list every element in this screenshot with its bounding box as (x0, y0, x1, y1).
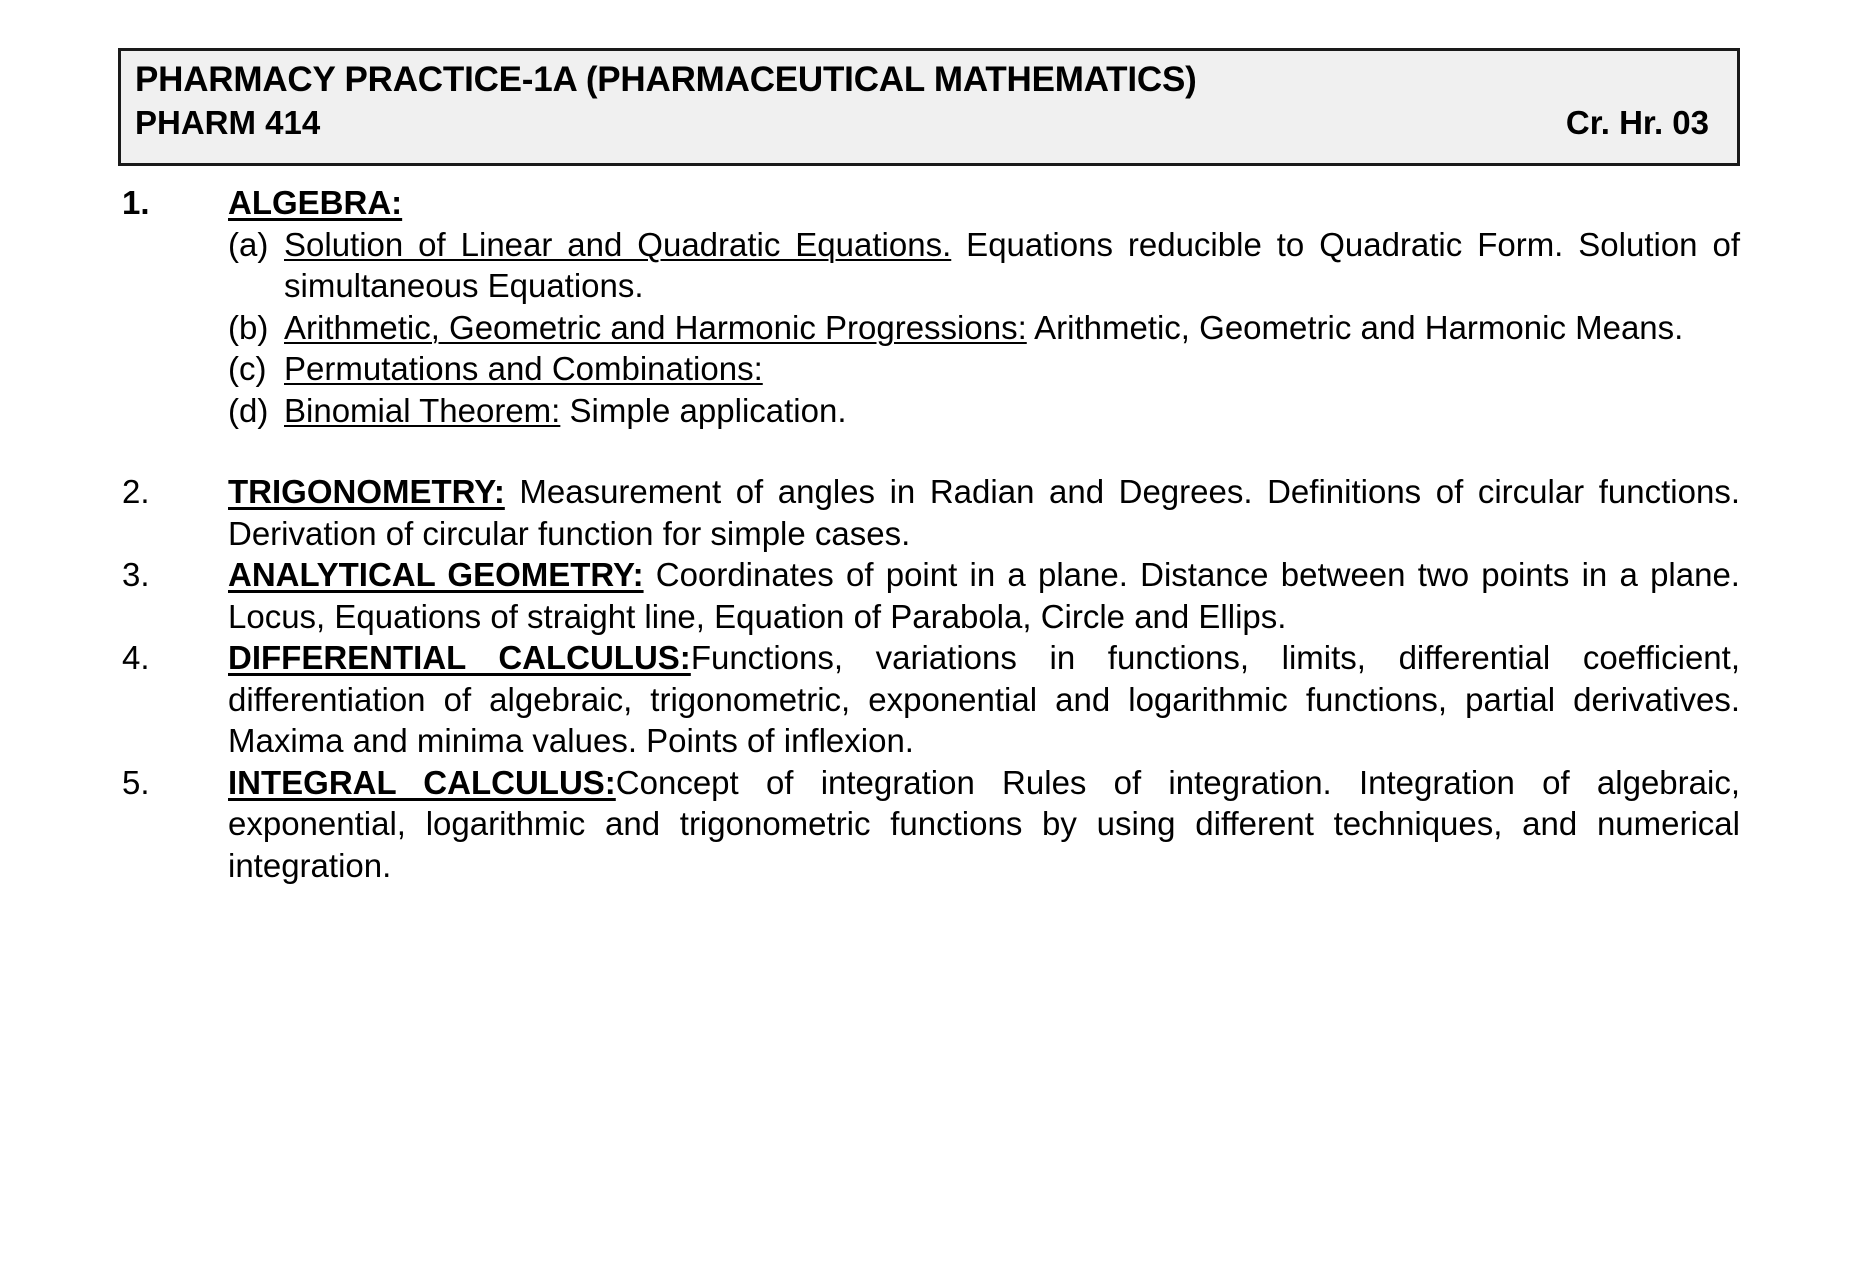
item-number-3: 3. (122, 556, 150, 593)
subitem-body-d (284, 390, 1740, 432)
subitem-heading-b: Arithmetic, Geometric and Harmonic Progressions: (284, 308, 1027, 346)
subitem-body-a (284, 224, 1740, 307)
item-heading-2: TRIGONOMETRY: (228, 473, 505, 510)
subitem-a (228, 224, 1740, 307)
subitem-body-c (284, 348, 1740, 390)
syllabus-item-3 (118, 554, 1740, 637)
course-title: PHARMACY PRACTICE-1A (PHARMACEUTICAL MATHEMATICS) (135, 60, 1197, 99)
item-number-2: 2. (122, 473, 150, 510)
credit-hours: Cr. Hr. 03 (1565, 104, 1709, 141)
item-text-3: Coordinates of point in a plane. Distance between two points in a plane. Locus, Equations of straight line, Equation of Parabola, Circle and Ellips. (228, 556, 1740, 635)
item-body-5 (228, 762, 1740, 887)
item-heading-4: DIFFERENTIAL CALCULUS: (228, 639, 691, 676)
item-text-4: Functions, variations in functions, limits, differential coefficient, differentiation of algebraic, trigonometric, exponential and logarithmic functions, partial derivatives. Maxima and minima values. Points of inflexion. (228, 639, 1740, 759)
item-body-1 (228, 182, 1740, 224)
subitem-label-a: (a) (228, 225, 269, 263)
item-heading-1: ALGEBRA: (228, 184, 403, 221)
subitem-label-d: (d) (228, 391, 269, 429)
course-code: PHARM 414 (135, 104, 321, 141)
subitem-d (228, 390, 1740, 432)
syllabus-item-5 (118, 762, 1740, 887)
syllabus-item-1 (118, 182, 1740, 224)
subitem-c (228, 348, 1740, 390)
course-header-box (118, 48, 1740, 166)
subitem-label-b: (b) (228, 308, 269, 346)
course-meta-row (135, 102, 1723, 144)
item-text-5: Concept of integration Rules of integration. Integration of algebraic, exponential, logarithmic and trigonometric functions by using different techniques, and numerical integration. (228, 763, 1740, 884)
item-body-4 (228, 637, 1740, 762)
syllabus-sublist-1 (228, 224, 1740, 432)
item-number-5: 5. (122, 763, 150, 801)
section-spacer (118, 431, 1740, 471)
item-heading-5: INTEGRAL CALCULUS: (228, 763, 616, 801)
item-text-2: Measurement of angles in Radian and Degrees. Definitions of circular functions. Derivation of circular function for simple cases. (228, 473, 1740, 552)
subitem-body-b (284, 307, 1740, 349)
item-number-1: 1. (122, 184, 150, 221)
syllabus-content (118, 182, 1740, 886)
subitem-text-d: Simple application. (560, 391, 847, 429)
subitem-label-c: (c) (228, 350, 267, 387)
subitem-heading-a: Solution of Linear and Quadratic Equations. (284, 225, 952, 263)
subitem-heading-d: Binomial Theorem: (284, 391, 561, 429)
subitem-b (228, 307, 1740, 349)
syllabus-item-4 (118, 637, 1740, 762)
subitem-heading-c: Permutations and Combinations: (284, 350, 763, 387)
item-number-4: 4. (122, 639, 150, 676)
syllabus-item-2 (118, 471, 1740, 554)
item-body-2 (228, 471, 1740, 554)
item-heading-3: ANALYTICAL GEOMETRY: (228, 556, 644, 593)
subitem-text-a: Equations reducible to Quadratic Form. Solution of simultaneous Equations. (284, 225, 1740, 304)
item-body-3 (228, 554, 1740, 637)
subitem-text-b: Arithmetic, Geometric and Harmonic Means. (1026, 308, 1684, 346)
